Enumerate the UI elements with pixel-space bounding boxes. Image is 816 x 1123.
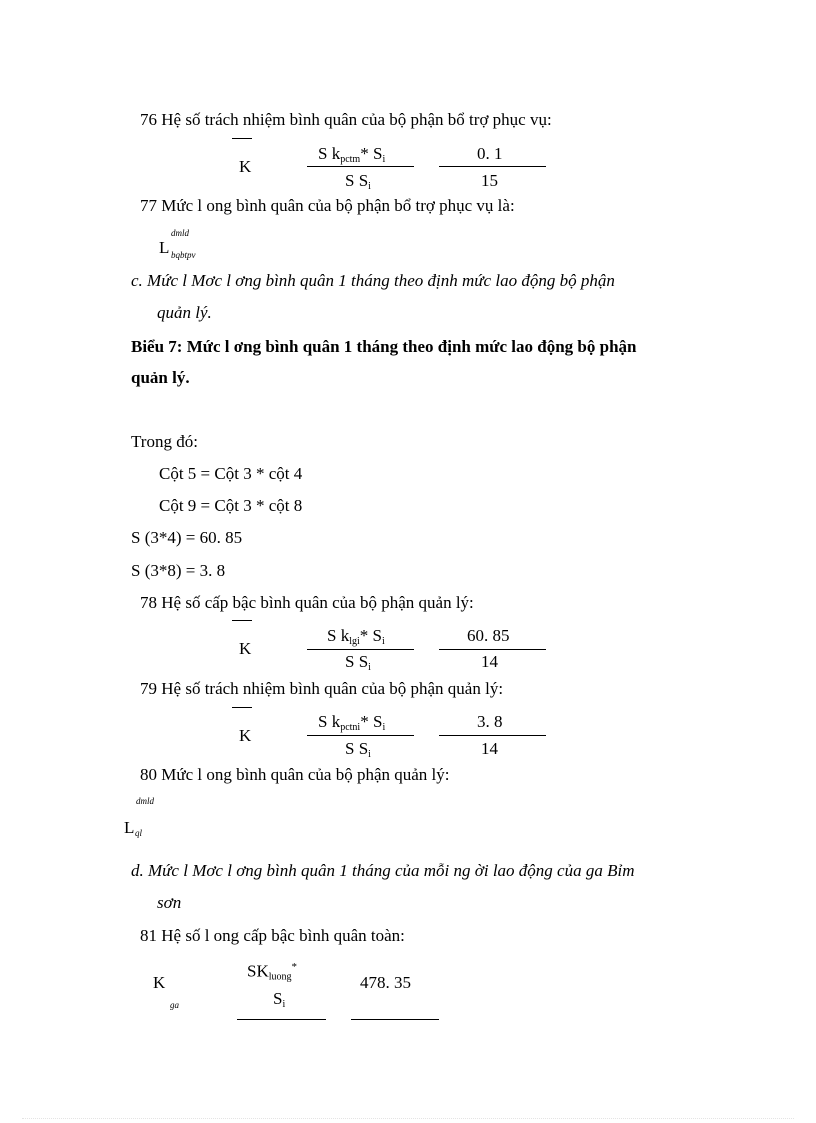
fraction-bar — [307, 649, 414, 650]
value-numerator: 3. 8 — [477, 712, 503, 731]
value-denominator: 14 — [481, 652, 498, 671]
num-a: S k — [327, 626, 350, 645]
l80-sup: dmld — [136, 796, 154, 806]
fraction-bar — [237, 1019, 326, 1020]
f81-num-star: * — [291, 961, 298, 973]
value-fraction-bar — [439, 735, 546, 736]
f81-num-s: S — [273, 989, 283, 1008]
symbol-k: K — [239, 639, 252, 658]
num-sub2: i — [382, 154, 386, 165]
l77-sup: dmld — [171, 228, 189, 238]
den-a: S S — [345, 652, 369, 671]
page-footer-rule — [22, 1118, 794, 1119]
line-79: 79 Hệ số trách nhiệm bình quân của bộ phận quản lý: — [140, 679, 504, 698]
f81-k-sub: ga — [170, 1000, 179, 1010]
line-78: 78 Hệ số cấp bậc bình quân của bộ phận quản lý: — [140, 593, 474, 612]
f81-num-a: SK — [247, 961, 269, 981]
num-b: * S — [359, 626, 382, 645]
num-sub2: i — [382, 636, 385, 647]
section-d-line2: sơn — [157, 893, 182, 912]
f81-numerator-bottom — [273, 989, 285, 1015]
f81-num-sub: luong — [268, 971, 292, 983]
f81-num-s-sub: i — [282, 999, 286, 1010]
value-denominator: 15 — [481, 171, 498, 190]
line-81: 81 Hệ số l ong cấp bậc bình quân toàn: — [140, 926, 405, 945]
num-a: S k — [318, 712, 341, 731]
fraction-denominator — [345, 652, 371, 678]
line-80: 80 Mức l ong bình quân của bộ phận quản lý: — [140, 765, 450, 784]
symbol-k: K — [239, 157, 252, 176]
den-a: S S — [345, 739, 369, 758]
value-denominator: 14 — [481, 739, 498, 758]
sum-3x4: S (3*4) = 60. 85 — [131, 528, 243, 547]
overline-bar — [232, 138, 252, 139]
den-sub: i — [368, 749, 371, 760]
den-sub: i — [368, 662, 371, 673]
bieu7-title-line2: quản lý. — [131, 368, 190, 387]
fraction-denominator — [345, 739, 371, 765]
section-c-line1: c. Mức l Mơc l ơng bình quân 1 tháng theo định mức lao động bộ phận — [131, 271, 615, 290]
fraction-bar — [307, 166, 414, 167]
num-sub: pctm — [340, 154, 361, 165]
sum-3x8: S (3*8) = 3. 8 — [131, 561, 226, 580]
fraction-bar — [307, 735, 414, 736]
value-fraction-bar — [351, 1019, 439, 1020]
value-numerator: 60. 85 — [467, 626, 510, 645]
fraction-denominator — [345, 171, 371, 197]
value-fraction-bar — [439, 166, 546, 167]
num-sub2: i — [382, 722, 386, 733]
value-fraction-bar — [439, 649, 546, 650]
l77-sub: bqbtpv — [171, 250, 196, 260]
value-numerator: 0. 1 — [477, 144, 503, 163]
f81-numerator-top — [247, 957, 297, 988]
num-a: S k — [318, 144, 341, 163]
cot9-formula: Cột 9 = Cột 3 * cột 8 — [159, 496, 303, 515]
section-c-line2: quản lý. — [157, 303, 212, 322]
f81-k: K — [153, 973, 166, 992]
den-sub: i — [368, 181, 371, 192]
l77-base: L — [159, 238, 170, 257]
overline-bar — [232, 620, 252, 621]
den-a: S S — [345, 171, 369, 190]
cot5-formula: Cột 5 = Cột 3 * cột 4 — [159, 464, 303, 483]
num-b: * S — [360, 144, 383, 163]
section-d-line1: d. Mức l Mơc l ơng bình quân 1 tháng của mỗi ng ời lao động của ga Bỉm — [131, 861, 635, 880]
f81-value: 478. 35 — [360, 973, 411, 992]
l80-sub: ql — [135, 828, 143, 838]
symbol-k: K — [239, 726, 252, 745]
bieu7-title-line1: Biểu 7: Mức l ơng bình quân 1 tháng theo định mức lao động bộ phận — [131, 337, 637, 356]
trong-do: Trong đó: — [131, 432, 198, 451]
line-77: 77 Mức l ong bình quân của bộ phận bổ trợ phục vụ là: — [140, 196, 515, 215]
line-76: 76 Hệ số trách nhiệm bình quân của bộ phận bổ trợ phục vụ: — [140, 110, 552, 129]
num-b: * S — [360, 712, 383, 731]
l80-base: L — [124, 818, 135, 837]
num-sub: pctni — [340, 722, 361, 733]
num-sub: lgi — [349, 636, 360, 647]
overline-bar — [232, 707, 252, 708]
